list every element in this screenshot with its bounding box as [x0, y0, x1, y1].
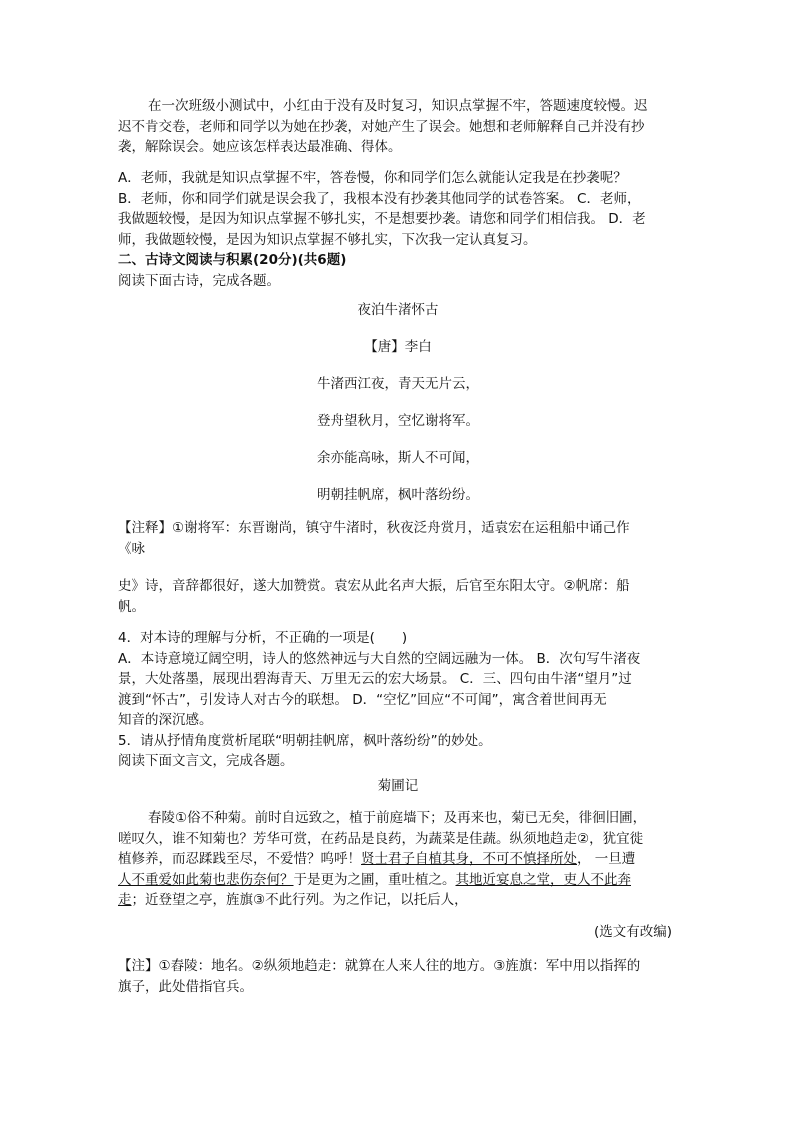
poem-title: 夜泊牛渚怀古	[357, 302, 439, 318]
underlined-sentence: 走	[118, 892, 132, 908]
poem-annotation	[118, 518, 678, 559]
prose-line	[118, 849, 678, 870]
option-line: A．本诗意境辽阔空明，诗人的悠然神远与大自然的空阔远融为一体。 B．次句写牛渚夜	[118, 650, 641, 667]
annotation-line: 旗子，此处借指官兵。	[118, 978, 253, 995]
option-line: 知音的深沉感。	[118, 712, 213, 728]
underlined-sentence: 人不重爱如此菊也悲伤奈何？	[118, 871, 294, 888]
question-4	[118, 628, 678, 772]
poem-line: 余亦能高咏，斯人不可闻，	[317, 450, 479, 466]
question-stem: 4．对本诗的理解与分析，不正确的一项是( )	[118, 630, 408, 646]
question-5-stem: 5．请从抒情角度赏析尾联“明朝挂帆席，枫叶落纷纷”的妙处。	[118, 732, 492, 749]
option-line: 渡到“怀古”，引发诗人对古今的联想。 D．“空忆”回应“不可闻”，寓含着世间再无	[118, 691, 607, 708]
poem-author: 【唐】李白	[364, 339, 432, 355]
underlined-sentence: 其地近宴息之堂，吏人不此奔	[455, 871, 631, 888]
prose-line: 春陵①俗不种菊。前时自远致之，植于前庭墙下；及再来也，菊已无矣，徘徊旧圃，	[148, 810, 647, 826]
scenario-paragraph	[118, 96, 678, 158]
scenario-line: 在一次班级小测试中，小红由于没有及时复习，知识点掌握不牢，答题速度较慢。迟	[148, 98, 648, 114]
section-2	[118, 250, 678, 291]
underlined-sentence: 贤士君子自植其身，不可不慎择所处	[361, 851, 577, 867]
section-intro: 阅读下面文言文，完成各题。	[118, 753, 294, 769]
prose-line	[118, 890, 678, 911]
prose-text: 植修养，而忍蹂践至尽，不爱惜？呜呼！	[118, 851, 361, 867]
prose-line: 嗟叹久，谁不知菊也？芳华可赏，在药品是良药，为蔬菜是佳蔬。纵须地趋走②，犹宜徙	[118, 830, 644, 847]
option-line: B．老师，你和同学们就是误会我了，我根本没有抄袭其他同学的试卷答案。 C．老师，	[118, 190, 641, 207]
annotation-line: 帆。	[118, 598, 145, 615]
prose-text: ；近登望之亭，旌旗③不此行列。为之作记，以托后人，	[131, 892, 468, 908]
option-line: 师，我做题较慢，是因为知识点掌握不够扎实，下次我一定认真复习。	[118, 231, 537, 248]
option-line: A．老师，我就是知识点掌握不牢，答卷慢，你和同学们怎么就能认定我是在抄袭呢？	[118, 170, 627, 186]
section-heading: 二、古诗文阅读与积累(20分)(共6题)	[118, 252, 347, 268]
poem-line: 登舟望秋月，空忆谢将军。	[317, 413, 479, 429]
prose-body	[118, 808, 678, 911]
annotation-line: 【注】①舂陵：地名。②纵须地趋走：就算在人来人往的地方。③旌旗：军中用以指挥的	[118, 958, 641, 974]
scenario-line: 迟不肯交卷，老师和同学以为她在抄袭，对她产生了误会。她想和老师解释自己并没有抄	[118, 118, 645, 135]
prose-line	[118, 870, 678, 891]
poem-line: 明朝挂帆席，枫叶落纷纷。	[317, 487, 479, 503]
q3-options	[118, 168, 678, 250]
annotation-line: 史》诗，音辞都很好，遂大加赞赏。袁宏从此名声大振，后官至东阳太守。②帆席：船	[118, 578, 630, 594]
source-note: (选文有改编)	[593, 924, 672, 940]
prose-annotation	[118, 956, 678, 997]
option-line: 景，大处落墨，展现出碧海青天、万里无云的宏大场景。 C．三、四句由牛渚“望月”过	[118, 671, 632, 687]
prose-title: 菊圃记	[377, 778, 419, 794]
prose-text: ， 一旦遭	[577, 851, 636, 867]
option-line: 我做题较慢，是因为知识点掌握不够扎实，不是想要抄袭。请您和同学们相信我。 D．老	[118, 211, 646, 227]
annotation-line: 【注释】①谢将军：东晋谢尚，镇守牛渚时，秋夜泛舟赏月，适袁宏在运租船中诵己作	[118, 520, 630, 536]
poem-line: 牛渚西江夜，青天无片云，	[317, 376, 479, 392]
poem-annotation-cont	[118, 576, 678, 617]
annotation-line: 《咏	[118, 540, 145, 557]
prose-text: 于是更为之圃，重吐植之。	[293, 871, 456, 888]
scenario-line: 袭，解除误会。她应该怎样表达最准确、得体。	[118, 139, 402, 155]
section-intro: 阅读下面古诗，完成各题。	[118, 272, 280, 289]
